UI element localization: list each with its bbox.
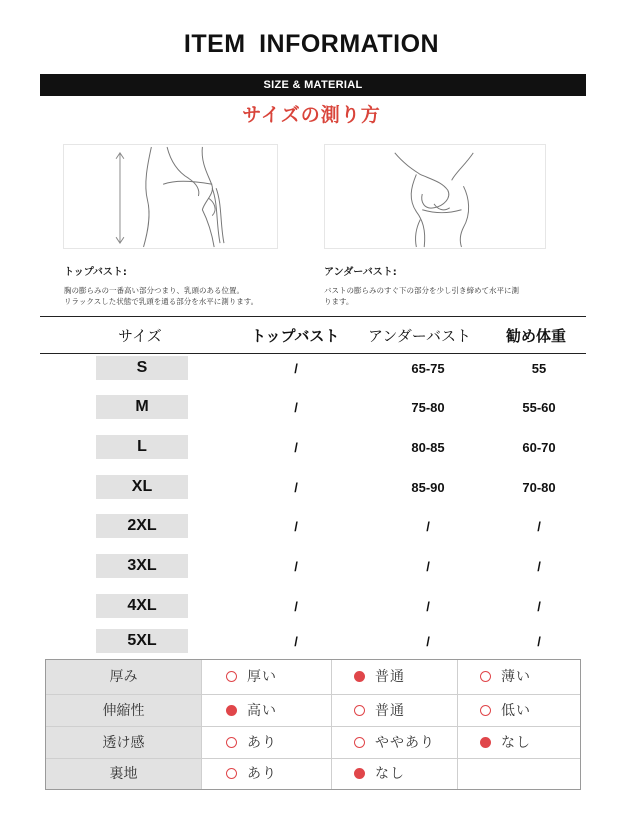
material-column-divider	[331, 759, 332, 789]
size-label: XL	[96, 475, 188, 499]
selected-dot-icon	[480, 737, 491, 748]
header-size: サイズ	[118, 327, 162, 345]
material-option-text: 薄い	[501, 669, 531, 685]
material-table	[45, 659, 581, 790]
size-label: 2XL	[96, 514, 188, 538]
size-cell-top: /	[294, 559, 298, 574]
unselected-circle-icon	[226, 671, 237, 682]
size-cell-top: /	[294, 361, 298, 376]
size-cell-under: /	[426, 634, 430, 649]
size-label: 3XL	[96, 554, 188, 578]
size-cell-top: /	[294, 480, 298, 495]
selected-dot-icon	[354, 768, 365, 779]
top-bust-caption-line-2: リラックスした状態で乳頭を通る部分を水平に測ります。	[64, 297, 259, 306]
top-bust-caption-title: トップバスト:	[64, 267, 127, 278]
material-option-text: 普通	[375, 703, 405, 719]
material-option-text: 普通	[375, 669, 405, 685]
material-option	[226, 727, 277, 758]
material-row	[46, 726, 580, 758]
size-cell-under: /	[426, 599, 430, 614]
material-option-text: なし	[501, 735, 531, 751]
selected-dot-icon	[354, 671, 365, 682]
material-row	[46, 758, 580, 789]
size-cell-under: 80-85	[411, 440, 445, 455]
under-bust-caption-title: アンダーバスト:	[324, 267, 397, 278]
material-option	[480, 695, 531, 726]
material-option	[226, 660, 277, 694]
material-option	[226, 759, 277, 789]
size-label: M	[96, 395, 188, 419]
material-option	[354, 660, 405, 694]
material-column-divider	[331, 695, 332, 726]
material-column-divider	[331, 660, 332, 694]
under-bust-caption-line-1: バストの膨らみのすぐ下の部分を少し引き締めて水平に測	[324, 286, 519, 295]
size-cell-weight: 60-70	[522, 440, 556, 455]
material-option-text: あり	[247, 766, 277, 782]
size-cell-under: /	[426, 559, 430, 574]
size-cell-top: /	[294, 599, 298, 614]
size-label: 4XL	[96, 594, 188, 618]
material-label: 裏地	[46, 759, 202, 789]
unselected-circle-icon	[480, 705, 491, 716]
size-cell-under: 85-90	[411, 480, 445, 495]
material-option-text: ややあり	[375, 735, 435, 751]
page-title: ITEM INFORMATION	[183, 30, 440, 58]
size-cell-top: /	[294, 400, 298, 415]
material-column-divider	[457, 695, 458, 726]
selected-dot-icon	[226, 705, 237, 716]
header-recommended-weight: 勧め体重	[506, 327, 567, 345]
size-label: L	[96, 435, 188, 459]
material-option	[480, 660, 531, 694]
material-column-divider	[457, 727, 458, 758]
under-bust-illustration	[324, 144, 546, 249]
material-row	[46, 660, 580, 694]
material-option-text: 低い	[501, 703, 531, 719]
size-cell-weight: 70-80	[522, 480, 556, 495]
size-cell-under: 75-80	[411, 400, 445, 415]
unselected-circle-icon	[226, 768, 237, 779]
unselected-circle-icon	[480, 671, 491, 682]
unselected-circle-icon	[354, 737, 365, 748]
header-under-bust: アンダーバスト	[368, 327, 472, 345]
material-column-divider	[457, 759, 458, 789]
material-column-divider	[457, 660, 458, 694]
size-cell-under: /	[426, 519, 430, 534]
material-label: 伸縮性	[46, 695, 202, 726]
unselected-circle-icon	[354, 705, 365, 716]
measure-title: サイズの測り方	[242, 104, 381, 126]
under-bust-caption-line-2: ります。	[324, 297, 354, 306]
size-cell-weight: /	[537, 599, 541, 614]
size-label: 5XL	[96, 629, 188, 653]
size-cell-weight: 55-60	[522, 400, 556, 415]
material-column-divider	[331, 727, 332, 758]
size-cell-top: /	[294, 634, 298, 649]
size-label: S	[96, 356, 188, 380]
size-cell-top: /	[294, 440, 298, 455]
top-bust-caption-line-1: 胸の膨らみの一番高い部分つまり、乳頭のある位置。	[64, 286, 244, 295]
material-option	[354, 759, 405, 789]
material-option-text: 厚い	[247, 669, 277, 685]
size-cell-weight: /	[537, 559, 541, 574]
material-row	[46, 694, 580, 726]
material-option-text: なし	[375, 766, 405, 782]
top-bust-illustration	[63, 144, 278, 249]
size-cell-under: 65-75	[411, 361, 445, 376]
header-top-bust: トップバスト	[251, 327, 340, 345]
size-cell-weight: 55	[531, 361, 547, 376]
material-option	[354, 727, 435, 758]
size-cell-weight: /	[537, 634, 541, 649]
material-option	[354, 695, 405, 726]
material-option-text: 高い	[247, 703, 277, 719]
table-top-rule	[40, 316, 586, 317]
size-cell-top: /	[294, 519, 298, 534]
table-header-rule	[40, 353, 586, 354]
material-label: 厚み	[46, 660, 202, 694]
material-option	[226, 695, 277, 726]
unselected-circle-icon	[226, 737, 237, 748]
section-bar: SIZE & MATERIAL	[40, 74, 586, 96]
size-cell-weight: /	[537, 519, 541, 534]
material-option-text: あり	[247, 735, 277, 751]
material-option	[480, 727, 531, 758]
material-label: 透け感	[46, 727, 202, 758]
